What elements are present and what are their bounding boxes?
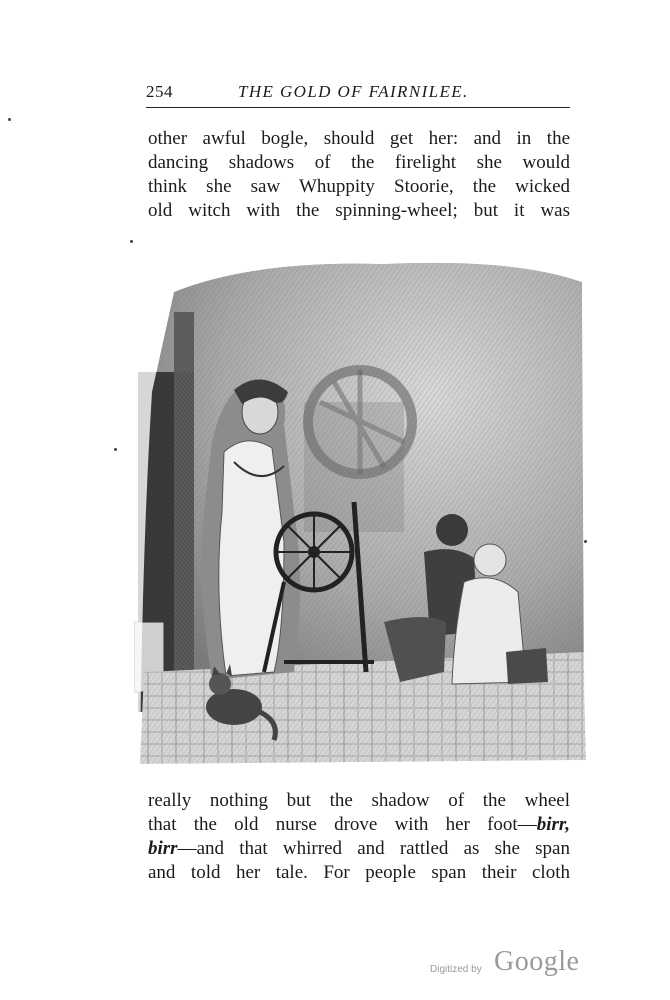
paragraph-below-illustration <box>148 789 570 885</box>
header-rule <box>146 107 570 108</box>
text-line: think she saw Whuppity Stoorie, the wicked <box>148 176 570 197</box>
text-line <box>148 813 570 837</box>
text-line <box>148 837 570 861</box>
running-title: THE GOLD OF FAIRNILEE. <box>238 82 469 101</box>
text-line: and told her tale. For people span their cloth <box>148 862 570 883</box>
page-number: 254 <box>146 82 173 101</box>
google-logo: Google <box>494 946 580 977</box>
digitized-watermark <box>430 946 580 986</box>
scan-speck <box>130 240 133 243</box>
scan-speck <box>8 118 11 121</box>
text-segment: —and that whirred and rattled as she span <box>177 838 570 859</box>
italic-word: birr, <box>536 814 570 835</box>
digitized-label: Digitized by <box>430 964 482 975</box>
text-segment: that the old nurse drove with her foot— <box>148 814 537 835</box>
text-line: really nothing but the shadow of the wheel <box>148 790 570 811</box>
italic-word: birr <box>148 838 178 859</box>
text-line: old witch with the spinning-wheel; but it was <box>148 200 570 221</box>
text-line: other awful bogle, should get her: and in the <box>148 128 570 149</box>
text-line: dancing shadows of the firelight she would <box>148 152 570 173</box>
scan-speck <box>114 448 117 451</box>
paragraph-above-illustration <box>148 127 570 223</box>
engraving-illustration <box>134 252 590 768</box>
running-header <box>146 82 570 106</box>
scan-speck <box>584 540 587 543</box>
spinning-wheel-engraving <box>134 252 590 768</box>
